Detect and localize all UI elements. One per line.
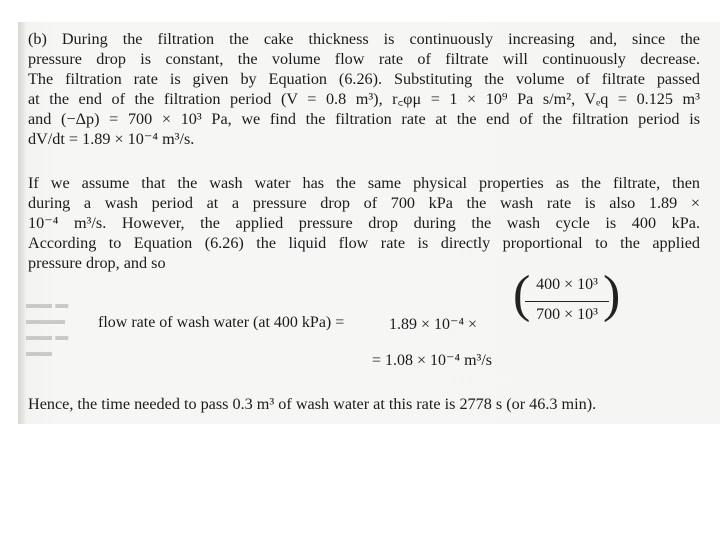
fraction-bar bbox=[525, 301, 609, 302]
equation-label: flow rate of wash water (at 400 kPa) = bbox=[98, 314, 345, 331]
equation-result: = 1.08 × 10⁻⁴ m³/s bbox=[372, 352, 492, 369]
text-line: The filtration rate is given by Equation (6.26). Substituting the volume of filtrate passed bbox=[28, 69, 700, 88]
conclusion-sentence: Hence, the time needed to pass 0.3 m³ of wash water at this rate is 2778 s (or 46.3 min). bbox=[28, 395, 597, 413]
left-paren: ( bbox=[513, 266, 531, 323]
text-line: pressure drop, and so bbox=[28, 253, 166, 272]
text-line: and (−Δp) = 700 × 10³ Pa, we find the filtration rate at the end of the filtration period is bbox=[28, 109, 700, 128]
pressure-ratio-fraction bbox=[513, 266, 621, 348]
text-line: According to Equation (6.26) the liquid flow rate is directly proportional to the applied bbox=[28, 233, 700, 252]
equation-factor: 1.89 × 10⁻⁴ × bbox=[389, 316, 478, 333]
fraction-denominator: 700 × 10³ bbox=[536, 306, 598, 323]
page-binding-shadow bbox=[18, 22, 26, 424]
text-line: (b) During the filtration the cake thickness is continuously increasing and, since the bbox=[28, 30, 700, 48]
text-line: during a wash period at a pressure drop of 700 kPa the wash rate is also 1.89 × bbox=[28, 193, 700, 212]
text-line: pressure drop is constant, the volume flow rate of filtrate will continuously decrease. bbox=[28, 49, 700, 68]
paragraph-wash-rate bbox=[28, 174, 700, 274]
paragraph-filtration-rate bbox=[28, 30, 700, 149]
text-line: at the end of the filtration period (V = 0.8 m³), r꜀φμ = 1 × 10⁹ Pa s/m², Vₑq = 0.125 m³ bbox=[28, 89, 700, 108]
text-line: dV/dt = 1.89 × 10⁻⁴ m³/s. bbox=[28, 129, 195, 148]
fraction-numerator: 400 × 10³ bbox=[536, 276, 598, 293]
text-line: If we assume that the wash water has the same physical properties as the filtrate, then bbox=[28, 174, 700, 192]
text-line: 10⁻⁴ m³/s. However, the applied pressure drop during the wash cycle is 400 kPa. bbox=[28, 213, 700, 232]
right-paren: ) bbox=[603, 266, 621, 323]
bleed-through-marks: ▬▬ ▬ ▬▬▬ ▬▬ ▬ ▬▬ bbox=[26, 296, 69, 359]
